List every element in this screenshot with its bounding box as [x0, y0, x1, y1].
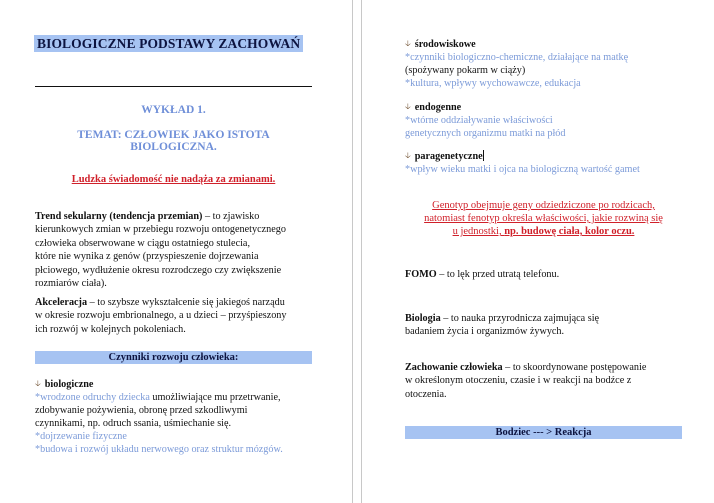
lecture-heading: WYKŁAD 1.: [141, 104, 206, 116]
factor-paragenetic: 🡣 paragenetyczne *wpływ wieku matki i ojca na biologiczną wartość gamet: [405, 151, 640, 175]
arrow-down-bullet-icon: 🡣: [405, 151, 411, 160]
behavior-definition: Zachowanie człowieka – to skoordynowane postępowanie w określonym otoczeniu, czasie i w reakcji na bodźce z otoczenia.: [405, 362, 647, 400]
biology-definition: Biologia – to nauka przyrodnicza zajmująca się badaniem życia i organizmów żywych.: [405, 313, 600, 338]
fomo-definition: FOMO – to lęk przed utratą telefonu.: [405, 269, 560, 280]
factor-endogenous: 🡣 endogenne *wtórne oddziaływanie właściwości genetycznych organizmu matki na płód: [405, 102, 566, 139]
red-note: Ludzka świadomość nie nadąża za zmianami.: [71, 174, 276, 185]
trend-definition: Trend sekularny (tendencja przemian) – to zjawisko kierunkowych zmian w przebiegu rozwoju ontogenetycznego człowieka obserwowane w ciągu ostatniego stulecia, które nie wynika z genów (przyspieszenie dojrzewania płciowego, wydłużenie okresu rozrodczego czy zwiększenie rozmiarów ciała).: [35, 211, 286, 290]
factors-heading-band: Czynniki rozwoju człowieka:: [35, 351, 312, 364]
topic-heading: TEMAT: CZŁOWIEK JAKO ISTOTA BIOLOGICZNA.: [77, 129, 270, 153]
document-title: BIOLOGICZNE PODSTAWY ZACHOWAŃ: [34, 35, 303, 53]
acceleration-definition: Akceleracja – to szybsze wykształcenie się jakiegoś narządu w okresie rozwoju embrionalnego, a u dzieci – przyśpieszony ich rozwój w kolejnych pokoleniach.: [35, 297, 287, 335]
term-label: Trend sekularny (tendencja przemian): [35, 211, 203, 222]
horizontal-rule: [35, 86, 312, 87]
arrow-down-bullet-icon: 🡣: [405, 102, 411, 111]
genotype-note: Genotyp obejmuje geny odziedziczone po rodzicach, natomiast fenotyp określa właściwości, jakie rozwiną się u jednostki, np. budowę ciała, kolor oczu.: [424, 200, 663, 237]
term-label: Akceleracja: [35, 297, 88, 308]
factor-environmental: 🡣 środowiskowe *czynniki biologiczno-chemiczne, działające na matkę (spożywany pokarm w ciąży) *kultura, wpływy wychowawcze, edukacja: [405, 39, 629, 89]
stimulus-reaction-band: Bodziec --- > Reakcja: [405, 426, 682, 439]
arrow-down-bullet-icon: 🡣: [405, 39, 411, 48]
document-page-left[interactable]: [0, 0, 352, 503]
text-cursor: [483, 150, 484, 161]
document-page-right[interactable]: [362, 0, 714, 503]
arrow-down-bullet-icon: 🡣: [35, 379, 41, 388]
factor-biological: 🡣 biologiczne *wrodzone odruchy dziecka umożliwiające mu przetrwanie, zdobywanie pożywienia, obronę przed szkodliwymi czynnikami, np. odruch ssania, uśmiechanie się. *dojrzewanie fizyczne *budowa i rozwój układu nerwowego oraz struktur mózgów.: [35, 379, 283, 455]
page-gutter: [352, 0, 362, 503]
